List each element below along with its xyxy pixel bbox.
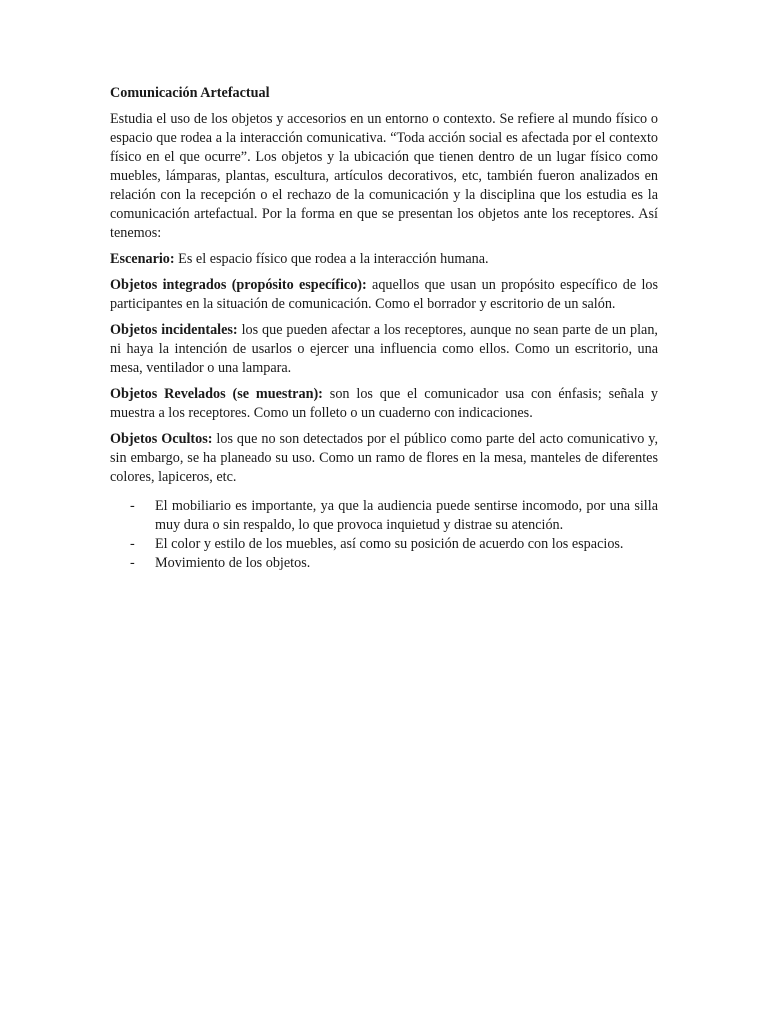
section-term: Objetos integrados (propósito específico): [110,277,367,293]
section-objetos-ocultos [110,430,658,487]
section-term: Objetos Ocultos: [110,431,213,447]
bullet-dash: - [130,536,135,552]
bullet-dash: - [130,498,135,514]
section-text: son los que el comunicador usa con énfasis; señala y muestra a los receptores. Como un folleto o un cuaderno con indicaciones. [110,386,658,421]
document-page [110,84,658,573]
section-term: Objetos Revelados (se muestran): [110,386,323,402]
section-term: Escenario: [110,251,175,267]
section-text: aquellos que usan un propósito específico de los participantes en la situación de comunicación. Como el borrador y escritorio de un salón. [110,277,658,312]
section-text: los que no son detectados por el público como parte del acto comunicativo y, sin embargo, se ha planeado su uso. Como un ramo de flores en la mesa, manteles de diferentes colores, lapiceros, etc. [110,431,658,485]
section-term: Objetos incidentales: [110,322,238,338]
list-item-text: El color y estilo de los muebles, así como su posición de acuerdo con los espacios. [155,536,624,552]
list-item [110,535,658,554]
section-objetos-revelados [110,385,658,423]
section-objetos-incidentales [110,321,658,378]
bullet-dash: - [130,555,135,571]
list-item [110,554,658,573]
section-escenario [110,250,658,269]
bullet-list [110,497,658,573]
section-text: los que pueden afectar a los receptores, aunque no sean parte de un plan, ni haya la intención de usarlos o ejercer una influencia como ellos. Como un escritorio, una mesa, ventilador o una lampara. [110,322,658,376]
document-title: Comunicación Artefactual [110,85,270,101]
section-objetos-integrados [110,276,658,314]
list-item-text: Movimiento de los objetos. [155,555,311,571]
intro-paragraph: Estudia el uso de los objetos y accesorios en un entorno o contexto. Se refiere al mundo físico o espacio que rodea a la interacción comunicativa. “Toda acción social es afectada por el contexto físico en el que ocurre”. Los objetos y la ubicación que tienen dentro de un lugar físico como muebles, lámparas, plantas, escultura, artículos decorativos, etc, también fueron analizados en relación con la recepción o el rechazo de la comunicación y la disciplina que los estudia es la comunicación artefactual. Por la forma en que se presentan los objetos ante los receptores. Así tenemos: [110,111,658,241]
list-item-text: El mobiliario es importante, ya que la audiencia puede sentirse incomodo, por una silla muy dura o sin respaldo, lo que provoca inquietud y distrae su atención. [155,498,658,533]
list-item [110,497,658,535]
section-text: Es el espacio físico que rodea a la interacción humana. [174,251,489,267]
